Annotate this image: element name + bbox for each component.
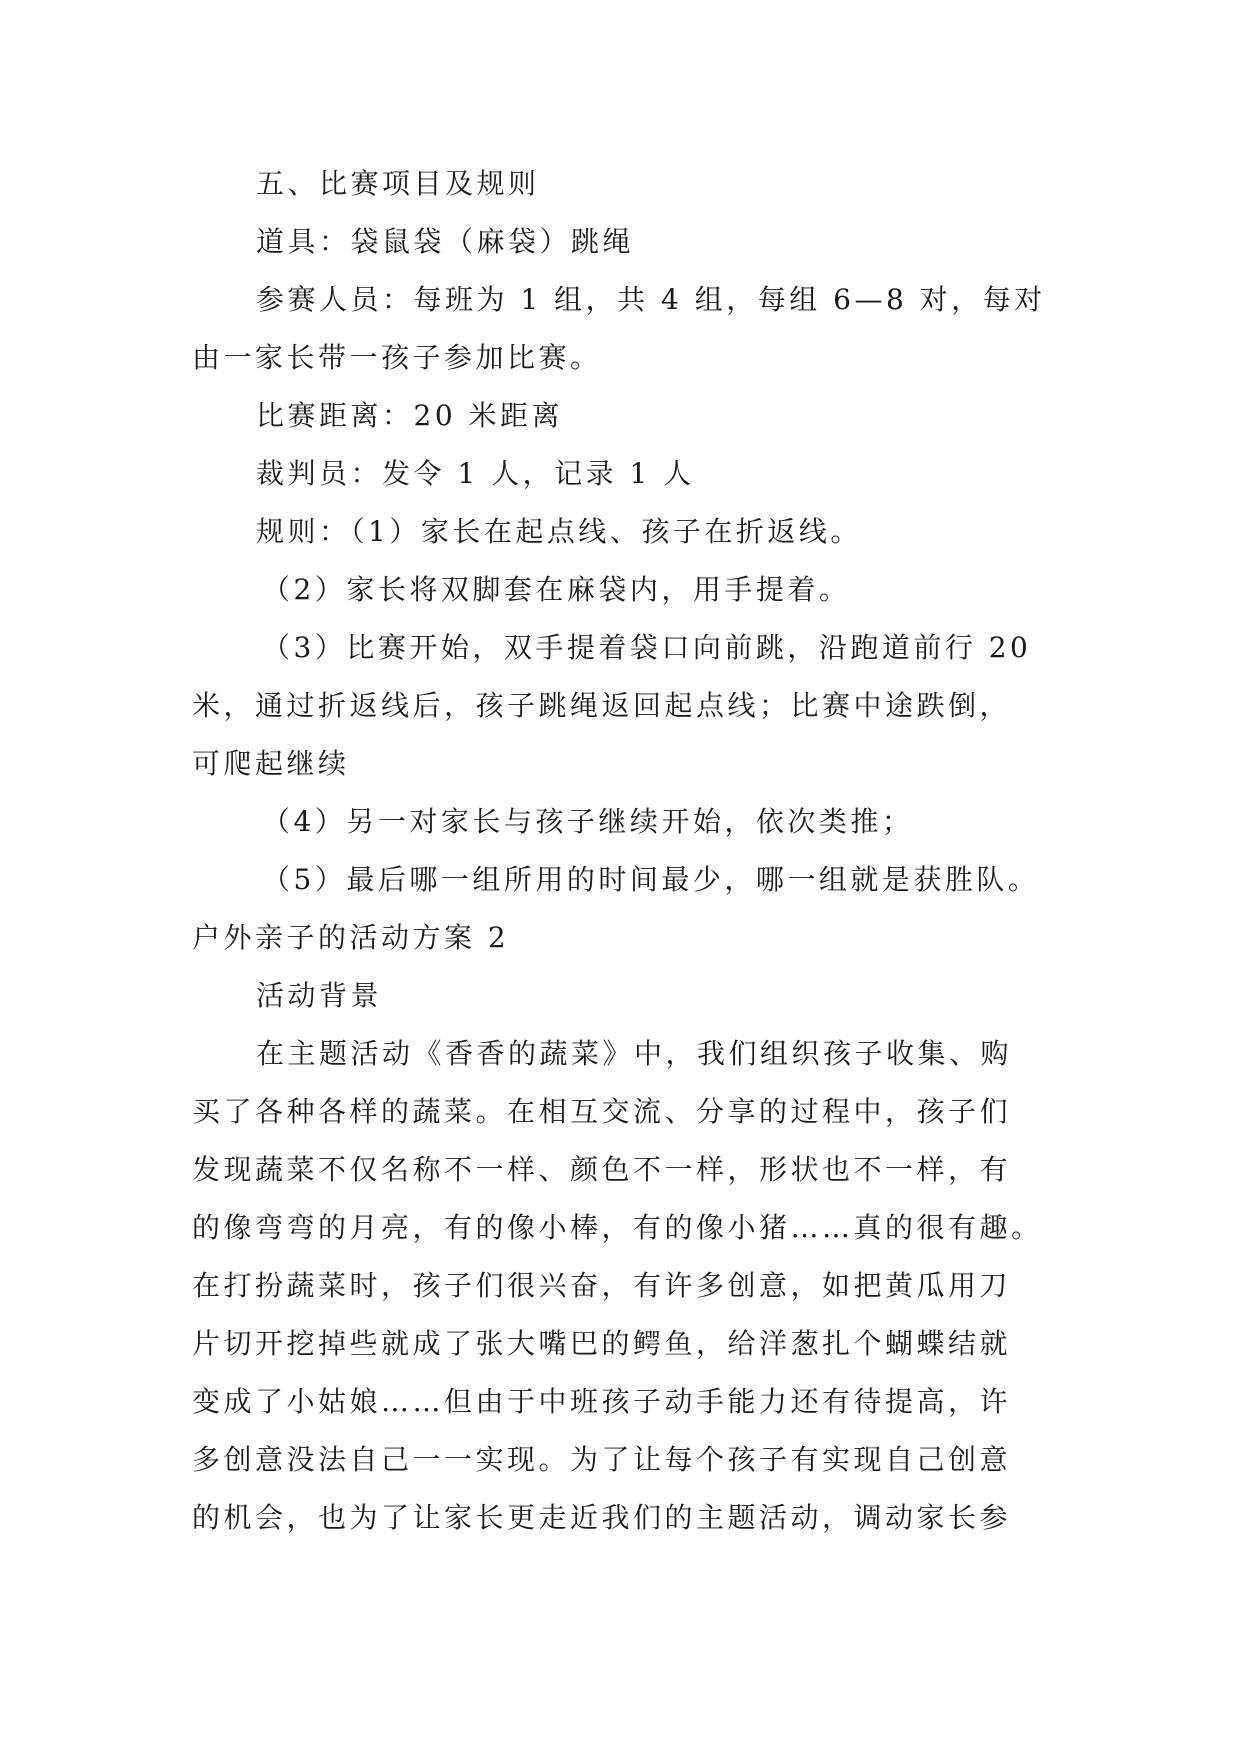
paragraph-line: （4）另一对家长与孩子继续开始，依次类推； bbox=[262, 805, 914, 838]
paragraph-line: 米，通过折返线后，孩子跳绳返回起点线；比赛中途跌倒， bbox=[192, 689, 1012, 722]
paragraph-line: 裁判员：发令 1 人，记录 1 人 bbox=[256, 457, 695, 490]
section-heading: 五、比赛项目及规则 bbox=[256, 167, 540, 200]
paragraph-line: 规则：（1）家长在起点线、孩子在折返线。 bbox=[256, 515, 862, 548]
paragraph-line: 比赛距离：20 米距离 bbox=[256, 399, 564, 432]
paragraph-line: 参赛人员：每班为 1 组，共 4 组，每组 6—8 对，每对 bbox=[256, 283, 1046, 316]
paragraph-line: 道具：袋鼠袋（麻袋）跳绳 bbox=[256, 225, 635, 258]
paragraph-line: （2）家长将双脚套在麻袋内，用手提着。 bbox=[262, 573, 851, 606]
paragraph-line: 由一家长带一孩子参加比赛。 bbox=[192, 341, 602, 374]
paragraph-line: 买了各种各样的蔬菜。在相互交流、分享的过程中，孩子们 bbox=[192, 1095, 1012, 1128]
paragraph-line: 的机会，也为了让家长更走近我们的主题活动，调动家长参 bbox=[192, 1501, 1012, 1534]
document-title: 户外亲子的活动方案 2 bbox=[192, 921, 510, 954]
paragraph-line: 的像弯弯的月亮，有的像小棒，有的像小猪……真的很有趣。 bbox=[192, 1211, 1043, 1244]
paragraph-line: 在打扮蔬菜时，孩子们很兴奋，有许多创意，如把黄瓜用刀 bbox=[192, 1269, 1012, 1302]
paragraph-line: 发现蔬菜不仅名称不一样、颜色不一样，形状也不一样，有 bbox=[192, 1153, 1012, 1186]
paragraph-line: 变成了小姑娘……但由于中班孩子动手能力还有待提高，许 bbox=[192, 1385, 1012, 1418]
section-heading: 活动背景 bbox=[256, 979, 383, 1012]
paragraph-line: 可爬起继续 bbox=[192, 747, 350, 780]
paragraph-line: （5）最后哪一组所用的时间最少，哪一组就是获胜队。 bbox=[262, 863, 1040, 896]
paragraph-line: （3）比赛开始，双手提着袋口向前跳，沿跑道前行 20 bbox=[262, 631, 1032, 664]
paragraph-line: 多创意没法自己一一实现。为了让每个孩子有实现自己创意 bbox=[192, 1443, 1012, 1476]
paragraph-line: 片切开挖掉些就成了张大嘴巴的鳄鱼，给洋葱扎个蝴蝶结就 bbox=[192, 1327, 1012, 1360]
paragraph-line: 在主题活动《香香的蔬菜》中，我们组织孩子收集、购 bbox=[256, 1037, 1013, 1070]
